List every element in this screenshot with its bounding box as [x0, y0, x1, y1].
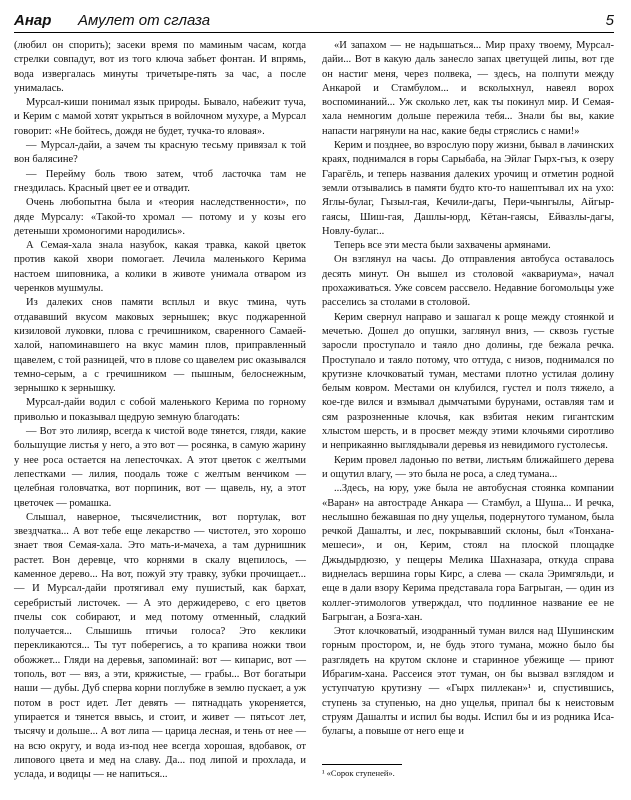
paragraph: Керим провел ладонью по ветви, листьям ближайшего дерева и ощутил влагу, — это была не роса, а след тумана... [322, 454, 614, 480]
paragraph: А Семая-хала знала назубок, какая травка, какой цветок против какой хвори помогает. Лечила маленького Керима настоем шиповника, а колики в животе унимала отваром из черенков мушмулы. [14, 240, 306, 295]
paragraph: Он взглянул на часы. До отправления автобуса оставалось десять минут. Он вышел из столовой «аквариума», начал прохаживаться. Уже совсем рассвело. Недавние богомольцы уже расселись за столами в столовой. [322, 254, 614, 309]
paragraph: Керим свернул направо и зашагал к роще между стоянкой и мечетью. Дошел до опушки, заглянул вниз, — сквозь густые заросли проступало и таяло дно долины, где бежала речка. Проступало и таяло потому, что оттуда, с низов, поднимался по крутизне клочковатый туман, местами плотно устилая долину белым ковром. Местами он клубился, густел и полз тяжело, а кое-где вился и взмывал дымчатыми бурунами, оставляя там и сям разрозненные клочья, как взбитая неким гигантским хлыстом шерсть, и в просвет между этими клочьями сиротливо и неприкаянно выглядывали деревья из невидимого густолесья. [322, 311, 614, 452]
page-number: 5 [605, 12, 614, 29]
header-rule [14, 32, 614, 33]
paragraph: Теперь все эти места были захвачены армянами. [334, 240, 551, 252]
footnote: ¹ «Сорок ступеней». [322, 768, 395, 778]
paragraph: — Перейму боль твою затем, чтоб ласточка там не гнездилась. Красный цвет ее и отвадит. [14, 168, 306, 194]
running-header [14, 12, 614, 32]
header-title: Амулет от сглаза [78, 12, 211, 29]
paragraph: ...Здесь, на юру, уже была не автобусная стоянка компании «Варан» на автостраде Анкара — Стамбул, а Шуша... И речка, неслышно бежавшая по дну ущелья, подернутого туманом, была речкой Дашалты, и лес, покрывавший склоны, был «Тонхана-мешеси», и он, Керим, стоял на плоской площадке Джыдырдюзю, у пещеры Мелика Шахназара, откуда справа виднелась вершина горы Кирс, а слева — скала Эримгяльди, и еще в дали взору Керима представала гора Багрыган, — один из коллег-этимологов утверждал, что подлинное название ее не Багрыган, а Бозга-хан. [322, 483, 614, 623]
footnote-rule [322, 764, 402, 765]
right-column [322, 39, 614, 740]
paragraph: Этот клочковатый, изодранный туман вился над Шушинским горным простором, и, не будь этого тумана, можно было бы разглядеть на крутом склоне и старинное убежище — приют Ибрагим-хана. Рассеися этот туман, он бы вызвал взглядом и уступчатую крутизну — «Гырх пиллекан»¹ и, спустившись, ступень за ступенью, на дно ущелья, припал бы к неистовым струям Дашалты и испил бы воды. Испил бы и из родника Иса-булагы, а повыше от него еще и [322, 626, 614, 738]
paragraph: Керим и позднее, во взрослую пору жизни, бывал в лачинских краях, поднимался в горы Сарыбаба, на Эйлаг Гырх-гыз, к озеру Гарагёль, и теперь названия далеких урочищ и отметин родной земли отзывались в памяти будто кто-то нашептывал их на ухо: Яглы-булаг, Гызыл-гая, Кечили-дагы, Пери-чынгылы, Айгыр-гаясы, Шиш-гая, Дашлы-юрд, Кётан-гаясы, Ейвазлы-дагы, Новлу-булаг... [322, 140, 614, 237]
paragraph: Из далеких снов памяти всплыл и вкус тмина, чуть отдававший вкусом маковых зернышек; вкус поджаренной кизиловой луковки, плова с гречишником, сваренного Самаей-халой, напоминавшего на вкус мамин плов, приправленный щавелем, с той разницей, что в плове со щавелем рис оказывался темно-серым, а с гречишником — пышным, белоснежным, зернышко к зернышку. [14, 297, 306, 395]
paragraph: Слышал, наверное, тысячелистник, вот портулак, вот звездчатка... А вот тебе еще лекарство — чистотел, это хорошо знает твоя Семая-хала. Это мать-и-мачеха, а там дурнишник растет. Вон деревце, что корнями в скалу вцепилось, — каменное дерево... На вот, пожуй эту травку, зубки прочищает... — И Мурсал-дайи протягивал ему пушистый, как бархат, серебристый листочек. — А это держидерево, с его цветов пчелы сок собирают, и мед потому отменный, сладкий получается... Слышишь птичьи голоса? Это кеклики перекликаются... Ты тут поберегись, а то крапива ножки твои обожжет... Гляди на деревья, запоминай: вот — кипарис, вот — тополь, вот — вяз, а эти, кряжистые, — грабы... Вот богатыри наши — дубы. Дуб сперва корни поглубже в землю пускает, а уж потом в рост идет. Лет девять — пятнадцать укореняется, упирается и тянется ввысь, и стоит, и живет — пятьсот лет, тысячу и дольше... А вот липа — царица лесная, и тень от нее — на всю округу, и вода из-под нее всегда хорошая, вдобавок, от липового цвета и мед на славу. Да... под липой и прохлада, и услада, и водицы — не напиться... [14, 511, 306, 781]
paragraph: (любил он спорить); засеки время по маминым часам, когда стрелки совпадут, вот из того ключа забьет фонтан. И впрямь, вода извергалась минуты тричетыре-пять за час, а после унималась. [14, 40, 306, 94]
paragraph: Очень любопытна была и «теория наследственности», по дяде Мурсалу: «Такой-то хромал — потому и у козы его детеныши хромоногими народились». [14, 197, 306, 237]
paragraph: Мурсал-киши понимал язык природы. Бывало, набежит туча, и Керим с мамой хотят укрыться в войлочном мухуре, а Мурсал говорит: «Не бойтесь, дождя не будет, тучка-то яловая». [14, 97, 306, 137]
paragraph: «И запахом — не надышаться... Мир праху твоему, Мурсал-дайи... Вот в какую даль занесло запах цветущей липы, вот где он настиг меня, через полвека, — здесь, на полпути между Анкарой и Стамбулом... и всколыхнул, навеял ворох воспоминаний... Уж сколько лет, как ты покинул мир. И Семая-хала немногим дольше пережила тебя... Знали бы вы, какие напасти нагрянули на нас, какие беды стряслись с нами!» [322, 40, 614, 137]
left-column [14, 39, 306, 782]
header-author: Анар [14, 12, 52, 29]
paragraph: — Мурсал-дайи, а зачем ты красную тесьму привязал к той вон балясине? [14, 140, 306, 166]
paragraph: Мурсал-дайи водил с собой маленького Керима по горному приволью и показывал щедрую земную благодать: [14, 397, 306, 423]
paragraph: — Вот это лилияр, всегда к чистой воде тянется, гляди, какие большущие листья у него, а это вот — росянка, в самую жарину у нее роса остается на лепесточках. А этот цветок с желтыми лепестками — лилия, поодаль тоже с желтым венчиком — целебная головчатка, вот порпиник, вот — щавель, ну, а этот цветочек — ромашка. [14, 426, 306, 509]
